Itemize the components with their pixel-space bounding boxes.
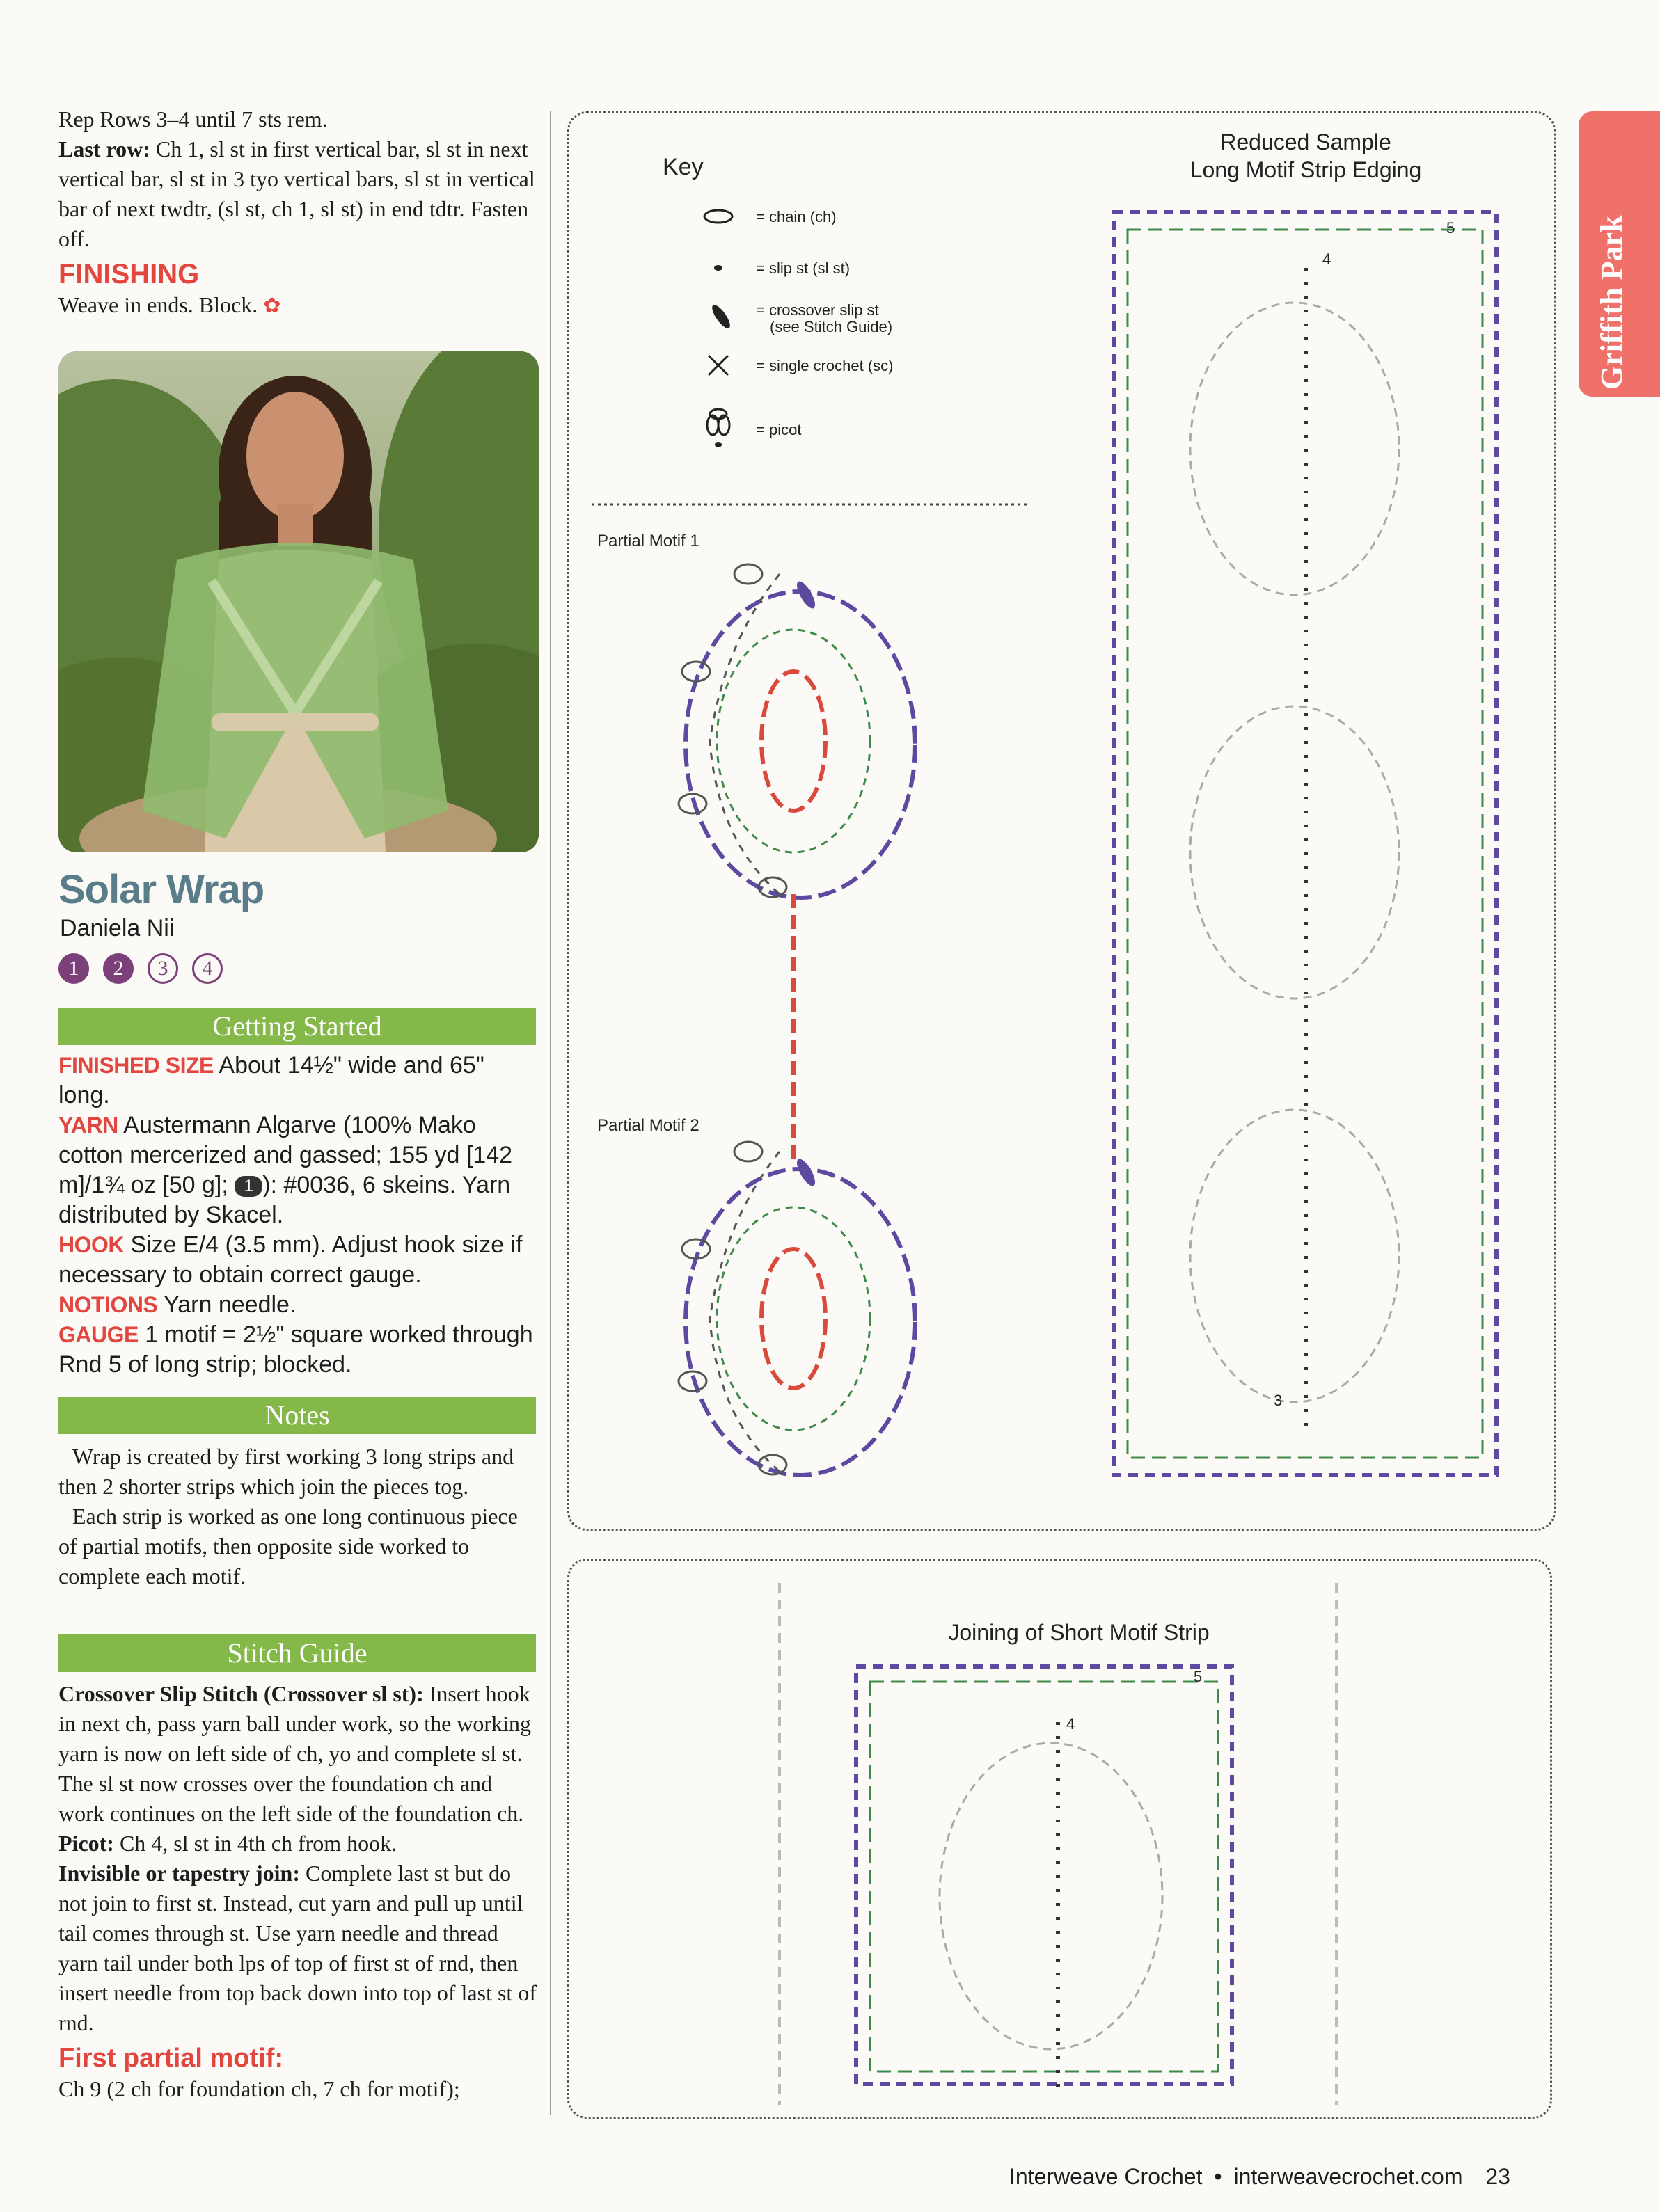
picot-symbol-icon: [707, 409, 729, 435]
gauge-label: GAUGE: [58, 1322, 139, 1347]
model-photo-illustration: [58, 351, 539, 852]
picot-text: Ch 4, sl st in 4th ch from hook.: [113, 1831, 397, 1856]
specs-list: [58, 1051, 539, 1380]
designer-name: Daniela Nii: [60, 915, 175, 941]
chain-symbol-icon: [704, 210, 732, 223]
joining-number-5: 5: [1194, 1668, 1203, 1685]
rep-rows-text: Rep Rows 3–4 until 7 sts rem.: [58, 106, 328, 132]
joining-title: Joining of Short Motif Strip: [948, 1620, 1210, 1645]
reduced-title-line-2: Long Motif Strip Edging: [1189, 157, 1422, 182]
skill-levels: [58, 953, 223, 984]
key-title: Key: [663, 154, 704, 180]
last-row-text: Ch 1, sl st in first vertical bar, sl st in next vertical bar, sl st in 3 tyo vertical bars, sl st in vertical bar of next twdtr, (sl st, ch 1, sl st) in end tdtr. Fasten off.: [58, 136, 535, 251]
stitch-guide-body: [58, 1679, 539, 2104]
crossover-definition: [58, 1679, 539, 1829]
flower-icon: ✿: [263, 294, 281, 317]
notes-body: [58, 1442, 539, 1591]
key-sc-label: = single crochet (sc): [756, 357, 894, 374]
key-slip-label: = slip st (sl st): [756, 260, 851, 277]
finished-size-label: FINISHED SIZE: [58, 1053, 214, 1078]
model-photo: [58, 351, 539, 852]
notions: [58, 1290, 539, 1320]
key-crossover-note: (see Stitch Guide): [770, 318, 893, 335]
slip-stitch-symbol-icon: [714, 265, 722, 271]
join-text: Complete last st but do not join to first st. Instead, cut yarn and pull up until tail comes through st. Use yarn needle and thread yarn tail under both lps of top of first st of rnd, then insert needle from top back down into top of last st of rnd.: [58, 1861, 537, 2035]
section-tab-label: Griffith Park: [1595, 215, 1629, 390]
footer-page-number: 23: [1485, 2164, 1510, 2189]
level-2: 2: [103, 953, 134, 984]
key-picot-label: = picot: [756, 421, 802, 438]
reduced-title-line-1: Reduced Sample: [1220, 129, 1391, 154]
join-label: Invisible or tapestry join:: [58, 1861, 300, 1886]
notions-label: NOTIONS: [58, 1292, 158, 1317]
level-3: 3: [148, 953, 178, 984]
finishing-heading: FINISHING: [58, 259, 200, 289]
crossover-label: Crossover Slip Stitch (Crossover sl st):: [58, 1681, 424, 1706]
reduced-number-5: 5: [1446, 219, 1455, 237]
last-row-paragraph: [58, 134, 539, 254]
crossover-slip-symbol-icon: [709, 303, 733, 331]
join-definition: [58, 1859, 539, 2038]
finished-size: [58, 1051, 539, 1111]
first-partial-heading: First partial motif:: [58, 2044, 284, 2073]
notes-paragraph-1: Wrap is created by first working 3 long strips and then 2 shorter strips which join the pieces tog.: [58, 1444, 514, 1499]
hook-label: HOOK: [58, 1232, 124, 1257]
partial-motif-2-chart: [679, 1142, 915, 1475]
joining-chart: [571, 1562, 1549, 2115]
yarn: [58, 1111, 539, 1230]
reduced-number-3: 3: [1274, 1392, 1283, 1409]
crossover-text: Insert hook in next ch, pass yarn ball under work, so the working yarn is now on left side of ch, yo and complete sl st. The sl st now crosses over the foundation ch and work continues on the left side of the foundation ch.: [58, 1681, 531, 1826]
column-divider: [550, 111, 551, 2115]
partial-motif-1-label: Partial Motif 1: [597, 532, 699, 550]
finishing-text: Weave in ends. Block.: [58, 292, 258, 317]
finishing-paragraph: [58, 290, 539, 321]
picot-definition: [58, 1829, 539, 1859]
yarn-label: YARN: [58, 1113, 118, 1138]
footer-site: interweavecrochet.com: [1233, 2164, 1463, 2189]
reduced-number-4: 4: [1322, 250, 1331, 268]
partial-motif-2-label: Partial Motif 2: [597, 1116, 699, 1135]
finished-size-text: About 14½" wide and 65" long.: [58, 1052, 484, 1108]
left-column: [58, 104, 539, 321]
gauge-text: 1 motif = 2½" square worked through Rnd 5 of long strip; blocked.: [58, 1321, 533, 1378]
level-1: 1: [58, 953, 89, 984]
footer-bullet: •: [1214, 2164, 1222, 2189]
yarn-text: Austermann Algarve (100% Mako cotton mercerized and gassed; 155 yd [142 m]/1¾ oz [50 g];: [58, 1112, 513, 1198]
partial-motif-1-chart: [679, 564, 915, 1159]
first-partial-text: Ch 9 (2 ch for foundation ch, 7 ch for motif);: [58, 2076, 460, 2101]
section-tab: [1579, 111, 1660, 397]
notes-paragraph-2: Each strip is worked as one long continuous piece of partial motifs, then opposite side worked to complete each motif.: [58, 1504, 518, 1589]
notions-text: Yarn needle.: [157, 1291, 297, 1318]
joining-number-4: 4: [1066, 1715, 1075, 1733]
key-crossover-label: = crossover slip st: [756, 301, 879, 319]
footer-magazine: Interweave Crochet: [1009, 2164, 1203, 2189]
reduced-sample-chart: [1086, 115, 1552, 1527]
hook-text: Size E/4 (3.5 mm). Adjust hook size if necessary to obtain correct gauge.: [58, 1232, 523, 1288]
picot-dot-icon: [715, 442, 722, 447]
level-4: 4: [192, 953, 223, 984]
key-and-partial-motifs: [571, 115, 1044, 1527]
picot-label: Picot:: [58, 1831, 114, 1856]
last-row-label: Last row:: [58, 136, 150, 161]
page-footer: [1009, 2164, 1510, 2190]
getting-started-heading: Getting Started: [58, 1008, 536, 1045]
key-chain-label: = chain (ch): [756, 208, 837, 225]
single-crochet-symbol-icon: [709, 356, 728, 375]
project-title: Solar Wrap: [58, 867, 264, 912]
yarn-text-2: ): #0036, 6 skeins. Yarn distributed by Skacel.: [58, 1172, 511, 1228]
yarn-weight-number: 1: [244, 1177, 253, 1196]
stitch-guide-heading: Stitch Guide: [58, 1634, 536, 1672]
yarn-weight-icon: [235, 1176, 262, 1197]
hook: [58, 1230, 539, 1290]
notes-heading: Notes: [58, 1397, 536, 1434]
gauge: [58, 1320, 539, 1380]
